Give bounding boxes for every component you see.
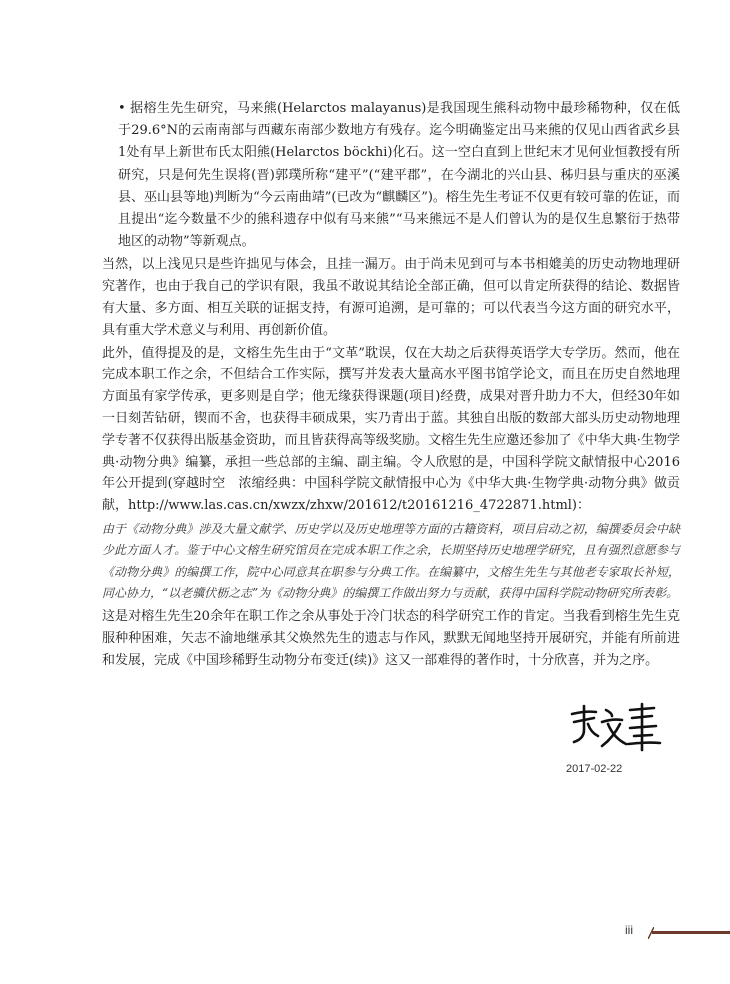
- page-number: iii: [625, 923, 633, 937]
- body-text: [102, 98, 680, 671]
- signature-date: 2017-02-22: [566, 763, 623, 775]
- block-quote: 由于《动物分典》涉及大量文献学、历史学以及历史地理等方面的古籍资料，项目启动之初，编撰委员会中缺少此方面人才。鉴于中心文榕生研究馆员在完成本职工作之余，长期坚持历史地理学研究，且有强烈意愿参与《动物分典》的编撰工作，院中心同意其在职参与分典工作。在编纂中，文榕生先生与其他老专家取长补短，同心协力，“以老骥伏枥之志”为《动物分典》的编撰工作做出努力与贡献，获得中国科学院动物研究所表彰。: [102, 521, 680, 601]
- footer-rule: [652, 931, 730, 934]
- handwritten-signature: [566, 700, 662, 754]
- paragraph-conclusion: 当然，以上浅见只是些许拙见与体会，且挂一漏万。由于尚未见到可与本书相媲美的历史动物地理研究著作，也由于我自己的学识有限，我虽不敢说其结论全部正确，但可以肯定所获得的结论、数据皆有大量、多方面、相互关联的证据支持，有源可追溯，是可靠的；可以代表当今这方面的研究水平，具有重大学术意义与利用、再创新价值。: [102, 257, 680, 338]
- bullet-paragraph: • 据榕生先生研究，马来熊(Helarctos malayanus)是我国现生熊科动物中最珍稀物种，仅在低于29.6°N的云南南部与西藏东南部少数地方有残存。迄今明确鉴定出马来熊的仅见山西省武乡县1处有早上新世布氏太阳熊(Helarctos böckhi)化石。这一空白直到上世纪末才见何业恒教授有所研究，只是何先生误将(晋)郭璞所称“建平”(“建平郡”，在今湖北的兴山县、秭归县与重庆的巫溪县、巫山县等地)判断为“今云南曲靖”(已改为“麒麟区”)。榕生先生考证不仅更有较可靠的佐证，而且提出“迄今数量不少的熊科遗存中似有马来熊”“马来熊远不是人们曾认为的是仅生息繁衍于热带地区的动物”等新观点。: [118, 101, 680, 250]
- paragraph-closing: 这是对榕生先生20余年在职工作之余从事处于冷门状态的科学研究工作的肯定。当我看到榕生先生克服种种困难，矢志不渝地继承其父焕然先生的遗志与作风，默默无闻地坚持开展研究，并能有所前进和发展，完成《中国珍稀野生动物分布变迁(续)》这又一部难得的著作时，十分欣喜，并为之序。: [102, 608, 680, 668]
- paragraph-achievements: 此外，值得提及的是，文榕生先生由于“文革”耽误，仅在大劫之后获得英语学大专学历。然而，他在完成本职工作之余，不但结合工作实际，撰写并发表大量高水平图书馆学论文，而且在历史自然地理方面虽有家学传承，更多则是自学；他无缘获得课题(项目)经费，成果对晋升助力不大，但经30年如一日刻苦钻研，锲而不舍，也获得丰硕成果，实乃青出于蓝。其独自出版的数部大部头历史动物地理学专著不仅获得出版基金资助，而且皆获得高等级奖励。文榕生先生应邀还参加了《中华大典·生物学典·动物分典》编纂，承担一些总部的主编、副主编。令人欣慰的是，中国科学院文献情报中心2016年公开提到(穿越时空 浓缩经典：中国科学院文献情报中心为《中华大典·生物学典·动物分典》做贡献，http://www.las.cas.cn/xwzx/zhxw/201612/t20161216_4722871.html)：: [102, 345, 680, 514]
